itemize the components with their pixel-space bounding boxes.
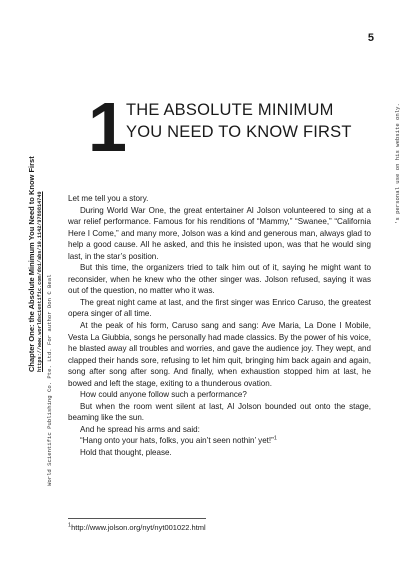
chapter-title-line-2: YOU NEED TO KNOW FIRST (126, 123, 352, 141)
footnote-reference[interactable]: 1 (273, 435, 277, 442)
paragraph: Let me tell you a story. (68, 194, 149, 203)
copyright-notice: World Scientific Publishing Co. Pte. Ltd. For author Don C Beal (46, 274, 53, 486)
chapter-title-line-1: THE ABSOLUTE MINIMUM (126, 101, 334, 119)
chapter-running-head: Chapter One: the Absolute Minimum You Need to Know First (27, 156, 36, 372)
paragraph: The great night came at last, and the first singer was Enrico Caruso, the greatest opera singer of all time. (68, 297, 371, 319)
paragraph: How could anyone follow such a performance? (80, 390, 247, 400)
side-margin (0, 0, 60, 568)
footnote (68, 523, 206, 532)
chapter-body (68, 193, 371, 459)
footnote-url[interactable]: http://www.jolson.org/nyt/nyt001022.html (71, 523, 206, 532)
page-number: 5 (367, 32, 374, 44)
paragraph: During World War One, the great entertainer Al Jolson volunteered to sing at a war relief performance. Famous for his renditions of “Mammy,” “Swanee,” “California Here I Come,” and many more, Jolson was a kind and generous man, always glad to help a good cause. All he asked, and this he insisted upon, was that he would sing last, in the star’s position. (68, 205, 371, 261)
paragraph: Hold that thought, please. (80, 448, 172, 458)
quote-text: “Hang onto your hats, folks, you ain’t seen nothin’ yet!” (80, 436, 274, 446)
footnote-divider (68, 518, 206, 519)
footnote-marker: 1 (68, 522, 72, 529)
paragraph: And he spread his arms and said: (80, 424, 200, 434)
paragraph: At the peak of his form, Caruso sang and sang: Ave Maria, La Done I Mobile, Vesta La Giubbia, songs he personally had made classics. By the power of his voice, he blasted away all troubles and worries, and gave the audience joy. They wept, and clapped their hands sore, refusing to let him quit, bringing him back again and again, song after song after song. And finally, when exhaustion stopped him at last, he bowed and left the stage, exiting to a thunderous ovation. (68, 321, 371, 388)
doi-link[interactable]: https://www.worldscientific.com/doi/abs/10.1142/9789814749 (37, 191, 43, 372)
chapter-number: 1 (88, 88, 125, 166)
quote-paragraph (68, 435, 371, 447)
paragraph: But this time, the organizers tried to talk him out of it, saying he might want to reconsider, when he knew who the other singer was. Jolson refused, saying it was out of the question, no matter who it was. (68, 263, 371, 296)
paragraph: But when the room went silent at last, Al Jolson bounded out onto the stage, beaming like the sun. (68, 401, 371, 423)
chapter-title (126, 99, 352, 143)
personal-use-notice: 's personal use on his website only. (394, 103, 401, 224)
